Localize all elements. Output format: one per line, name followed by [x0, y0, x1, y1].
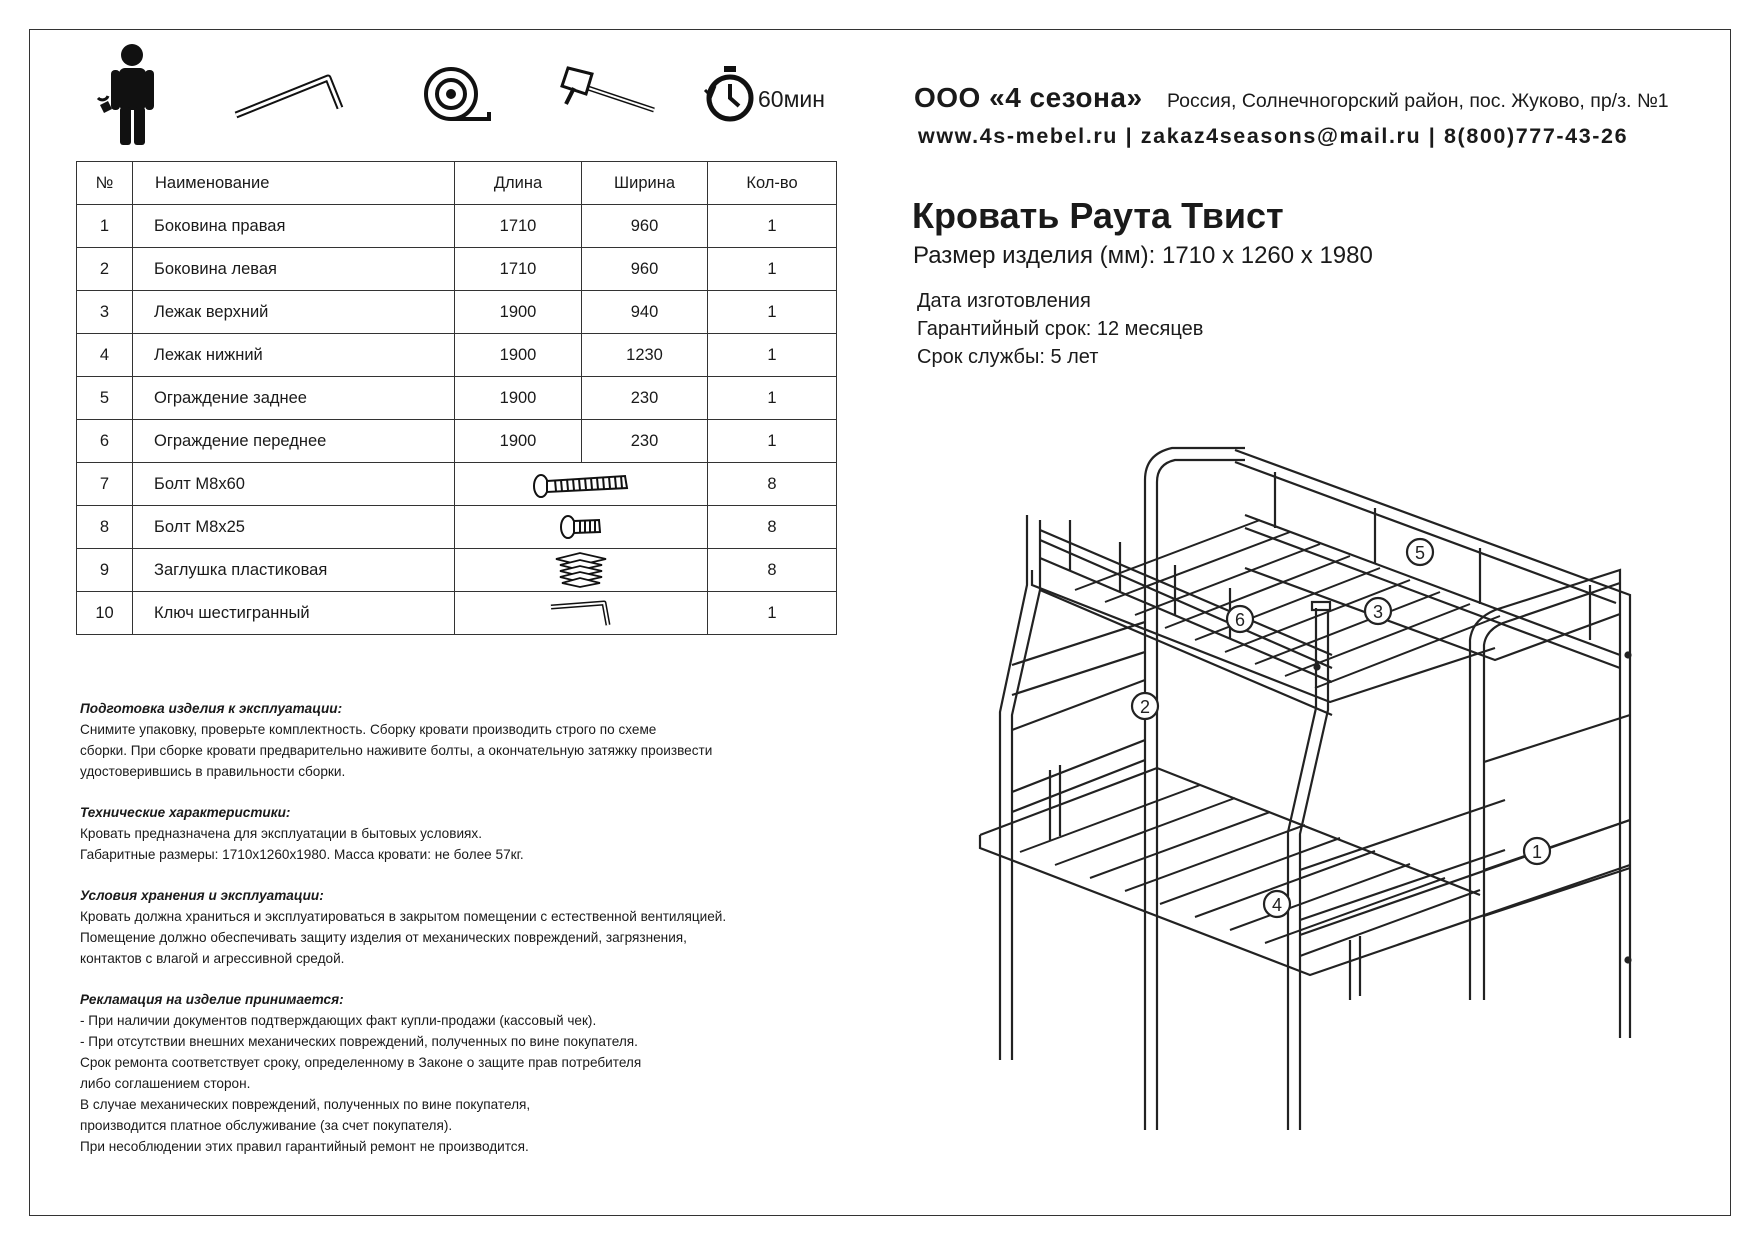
row-num: 6 — [77, 420, 133, 463]
assembly-time-label: 60мин — [758, 86, 825, 112]
row-name: Ключ шестигранный — [133, 592, 455, 635]
callout-2 — [1132, 693, 1158, 719]
claims-line: либо соглашением сторон. — [80, 1076, 251, 1091]
table-row — [77, 420, 837, 463]
instructions — [80, 698, 840, 1177]
svg-text:5: 5 — [1414, 543, 1426, 563]
svg-text:4: 4 — [1271, 895, 1283, 915]
row-qty: 8 — [708, 506, 837, 549]
warranty-period: Гарантийный срок: 12 месяцев — [917, 318, 1204, 340]
manufacture-date: Дата изготовления — [917, 290, 1091, 312]
row-qty: 1 — [708, 205, 837, 248]
claims-title: Рекламация на изделие принимается: — [80, 992, 344, 1007]
row-name: Болт М8х25 — [133, 506, 455, 549]
left-side-rungs — [1012, 680, 1145, 812]
callout-1 — [1524, 838, 1550, 864]
svg-text:1: 1 — [1531, 842, 1543, 862]
bolt-short-cell — [455, 506, 708, 549]
bunk-bed-drawing — [960, 440, 1650, 1140]
claims-line: При несоблюдении этих правил гарантийный ремонт не производится. — [80, 1139, 529, 1154]
bolt-long-cell — [455, 463, 708, 506]
row-num: 5 — [77, 377, 133, 420]
table-row — [77, 334, 837, 377]
row-length: 1900 — [455, 291, 582, 334]
row-qty: 8 — [708, 463, 837, 506]
claims-line: Срок ремонта соответствует сроку, определенному в Законе о защите прав потребителя — [80, 1055, 642, 1070]
row-num: 7 — [77, 463, 133, 506]
claims-section — [80, 989, 840, 1157]
back-left-frame — [1145, 448, 1245, 1130]
service-life: Срок службы: 5 лет — [917, 346, 1099, 368]
table-row — [77, 463, 837, 506]
table-row — [77, 248, 837, 291]
row-num: 8 — [77, 506, 133, 549]
claims-line: - При наличии документов подтверждающих факт купли-продажи (кассовый чек). — [80, 1013, 597, 1028]
product-info — [917, 287, 1203, 371]
row-name: Боковина левая — [133, 248, 455, 291]
company-contacts: www.4s-mebel.ru | zakaz4seasons@mail.ru | 8(800)777-43-26 — [918, 124, 1629, 148]
hex-key-icon — [232, 72, 344, 122]
tape-measure-icon — [423, 66, 493, 124]
right-leg-cap — [1312, 602, 1330, 610]
claims-line: - При отсутствии внешних механических повреждений, полученных по вине покупателя. — [80, 1034, 638, 1049]
plastic-plug-icon — [550, 551, 612, 589]
table-row — [77, 592, 837, 635]
svg-text:6: 6 — [1234, 610, 1246, 630]
row-length: 1900 — [455, 420, 582, 463]
row-length: 1710 — [455, 205, 582, 248]
row-qty: 1 — [708, 291, 837, 334]
row-width: 960 — [582, 205, 708, 248]
header-width: Ширина — [582, 162, 708, 205]
back-top-rail — [1235, 450, 1630, 1038]
company-line — [914, 82, 1724, 114]
specs-section — [80, 802, 840, 865]
header-qty: Кол-во — [708, 162, 837, 205]
bolt-m8x60-icon — [531, 468, 631, 500]
row-width: 1230 — [582, 334, 708, 377]
row-qty: 1 — [708, 377, 837, 420]
row-name: Болт М8х60 — [133, 463, 455, 506]
row-name: Ограждение заднее — [133, 377, 455, 420]
prep-section — [80, 698, 840, 782]
parts-table — [76, 161, 837, 635]
row-width: 230 — [582, 377, 708, 420]
company-name: ООО «4 сезона» — [914, 82, 1143, 113]
row-num: 2 — [77, 248, 133, 291]
claims-line: В случае механических повреждений, полученных по вине покупателя, — [80, 1097, 531, 1112]
callout-4 — [1264, 891, 1290, 917]
right-back-frame-inner — [1484, 583, 1620, 1000]
table-row — [77, 205, 837, 248]
table-row — [77, 377, 837, 420]
front-guard-bars — [1070, 520, 1230, 638]
specs-line: Кровать предназначена для эксплуатации в бытовых условиях. — [80, 826, 482, 841]
row-name: Боковина правая — [133, 205, 455, 248]
callout-5 — [1407, 539, 1433, 565]
row-length: 1710 — [455, 248, 582, 291]
row-num: 3 — [77, 291, 133, 334]
hex-key-small-icon — [548, 597, 614, 629]
svg-text:2: 2 — [1139, 697, 1151, 717]
row-qty: 1 — [708, 248, 837, 291]
row-name: Ограждение переднее — [133, 420, 455, 463]
row-qty: 8 — [708, 549, 837, 592]
plug-cell — [455, 549, 708, 592]
storage-line: контактов с влагой и агрессивной средой. — [80, 951, 345, 966]
lower-deck-slats — [1020, 785, 1480, 956]
storage-line: Кровать должна храниться и эксплуатироваться в закрытом помещении с естественной вентиляцией. — [80, 909, 727, 924]
product-title: Кровать Раута Твист — [912, 195, 1284, 236]
hammer-icon — [558, 64, 658, 126]
stopwatch-icon — [703, 66, 757, 124]
prep-line: удостоверившись в правильности сборки. — [80, 764, 346, 779]
lower-deck-side-rail — [1300, 820, 1630, 935]
row-length: 1900 — [455, 377, 582, 420]
row-width: 230 — [582, 420, 708, 463]
left-side-rungs-top — [1012, 622, 1145, 695]
right-side-rungs — [1300, 800, 1505, 920]
storage-title: Условия хранения и эксплуатации: — [80, 888, 324, 903]
storage-section — [80, 885, 840, 969]
callout-3 — [1365, 598, 1391, 624]
table-row — [77, 506, 837, 549]
callout-6 — [1227, 606, 1253, 632]
back-left-frame-inner — [1157, 460, 1245, 1130]
bolt-dot — [1626, 958, 1631, 963]
bolt-m8x25-icon — [559, 512, 603, 542]
row-width: 940 — [582, 291, 708, 334]
header-length: Длина — [455, 162, 582, 205]
table-header-row — [77, 162, 837, 205]
header-num: № — [77, 162, 133, 205]
prep-title: Подготовка изделия к эксплуатации: — [80, 701, 343, 716]
row-qty: 1 — [708, 420, 837, 463]
row-num: 9 — [77, 549, 133, 592]
row-qty: 1 — [708, 592, 837, 635]
specs-line: Габаритные размеры: 1710х1260х1980. Масса кровати: не более 57кг. — [80, 847, 524, 862]
company-address: Россия, Солнечногорский район, пос. Жуково, пр/з. №1 — [1167, 90, 1669, 112]
row-num: 1 — [77, 205, 133, 248]
row-name: Лежак нижний — [133, 334, 455, 377]
row-length: 1900 — [455, 334, 582, 377]
product-size: Размер изделия (мм): 1710 х 1260 х 1980 — [913, 242, 1373, 269]
prep-line: Снимите упаковку, проверьте комплектность. Сборку кровати производить строго по схеме — [80, 722, 657, 737]
row-num: 10 — [77, 592, 133, 635]
row-num: 4 — [77, 334, 133, 377]
row-width: 960 — [582, 248, 708, 291]
prep-line: сборки. При сборке кровати предварительно наживите болты, а окончательную затяжку произвести — [80, 743, 713, 758]
person-with-wrench-icon — [96, 43, 158, 146]
specs-title: Технические характеристики: — [80, 805, 291, 820]
storage-line: Помещение должно обеспечивать защиту изделия от механических повреждений, загрязнения, — [80, 930, 687, 945]
table-row — [77, 549, 837, 592]
claims-line: производится платное обслуживание (за счет покупателя). — [80, 1118, 453, 1133]
svg-text:3: 3 — [1372, 602, 1384, 622]
lower-end-bars — [1350, 936, 1360, 1000]
row-name: Лежак верхний — [133, 291, 455, 334]
table-row — [77, 291, 837, 334]
bolt-dot — [1315, 665, 1320, 670]
row-name: Заглушка пластиковая — [133, 549, 455, 592]
header-name: Наименование — [133, 162, 455, 205]
upper-deck-front-rail-lower — [1040, 590, 1332, 715]
bunk-bed-diagram — [960, 440, 1650, 1145]
bolt-dot — [1626, 653, 1631, 658]
right-back-rungs — [1484, 715, 1630, 916]
hex-key-cell — [455, 592, 708, 635]
row-qty: 1 — [708, 334, 837, 377]
